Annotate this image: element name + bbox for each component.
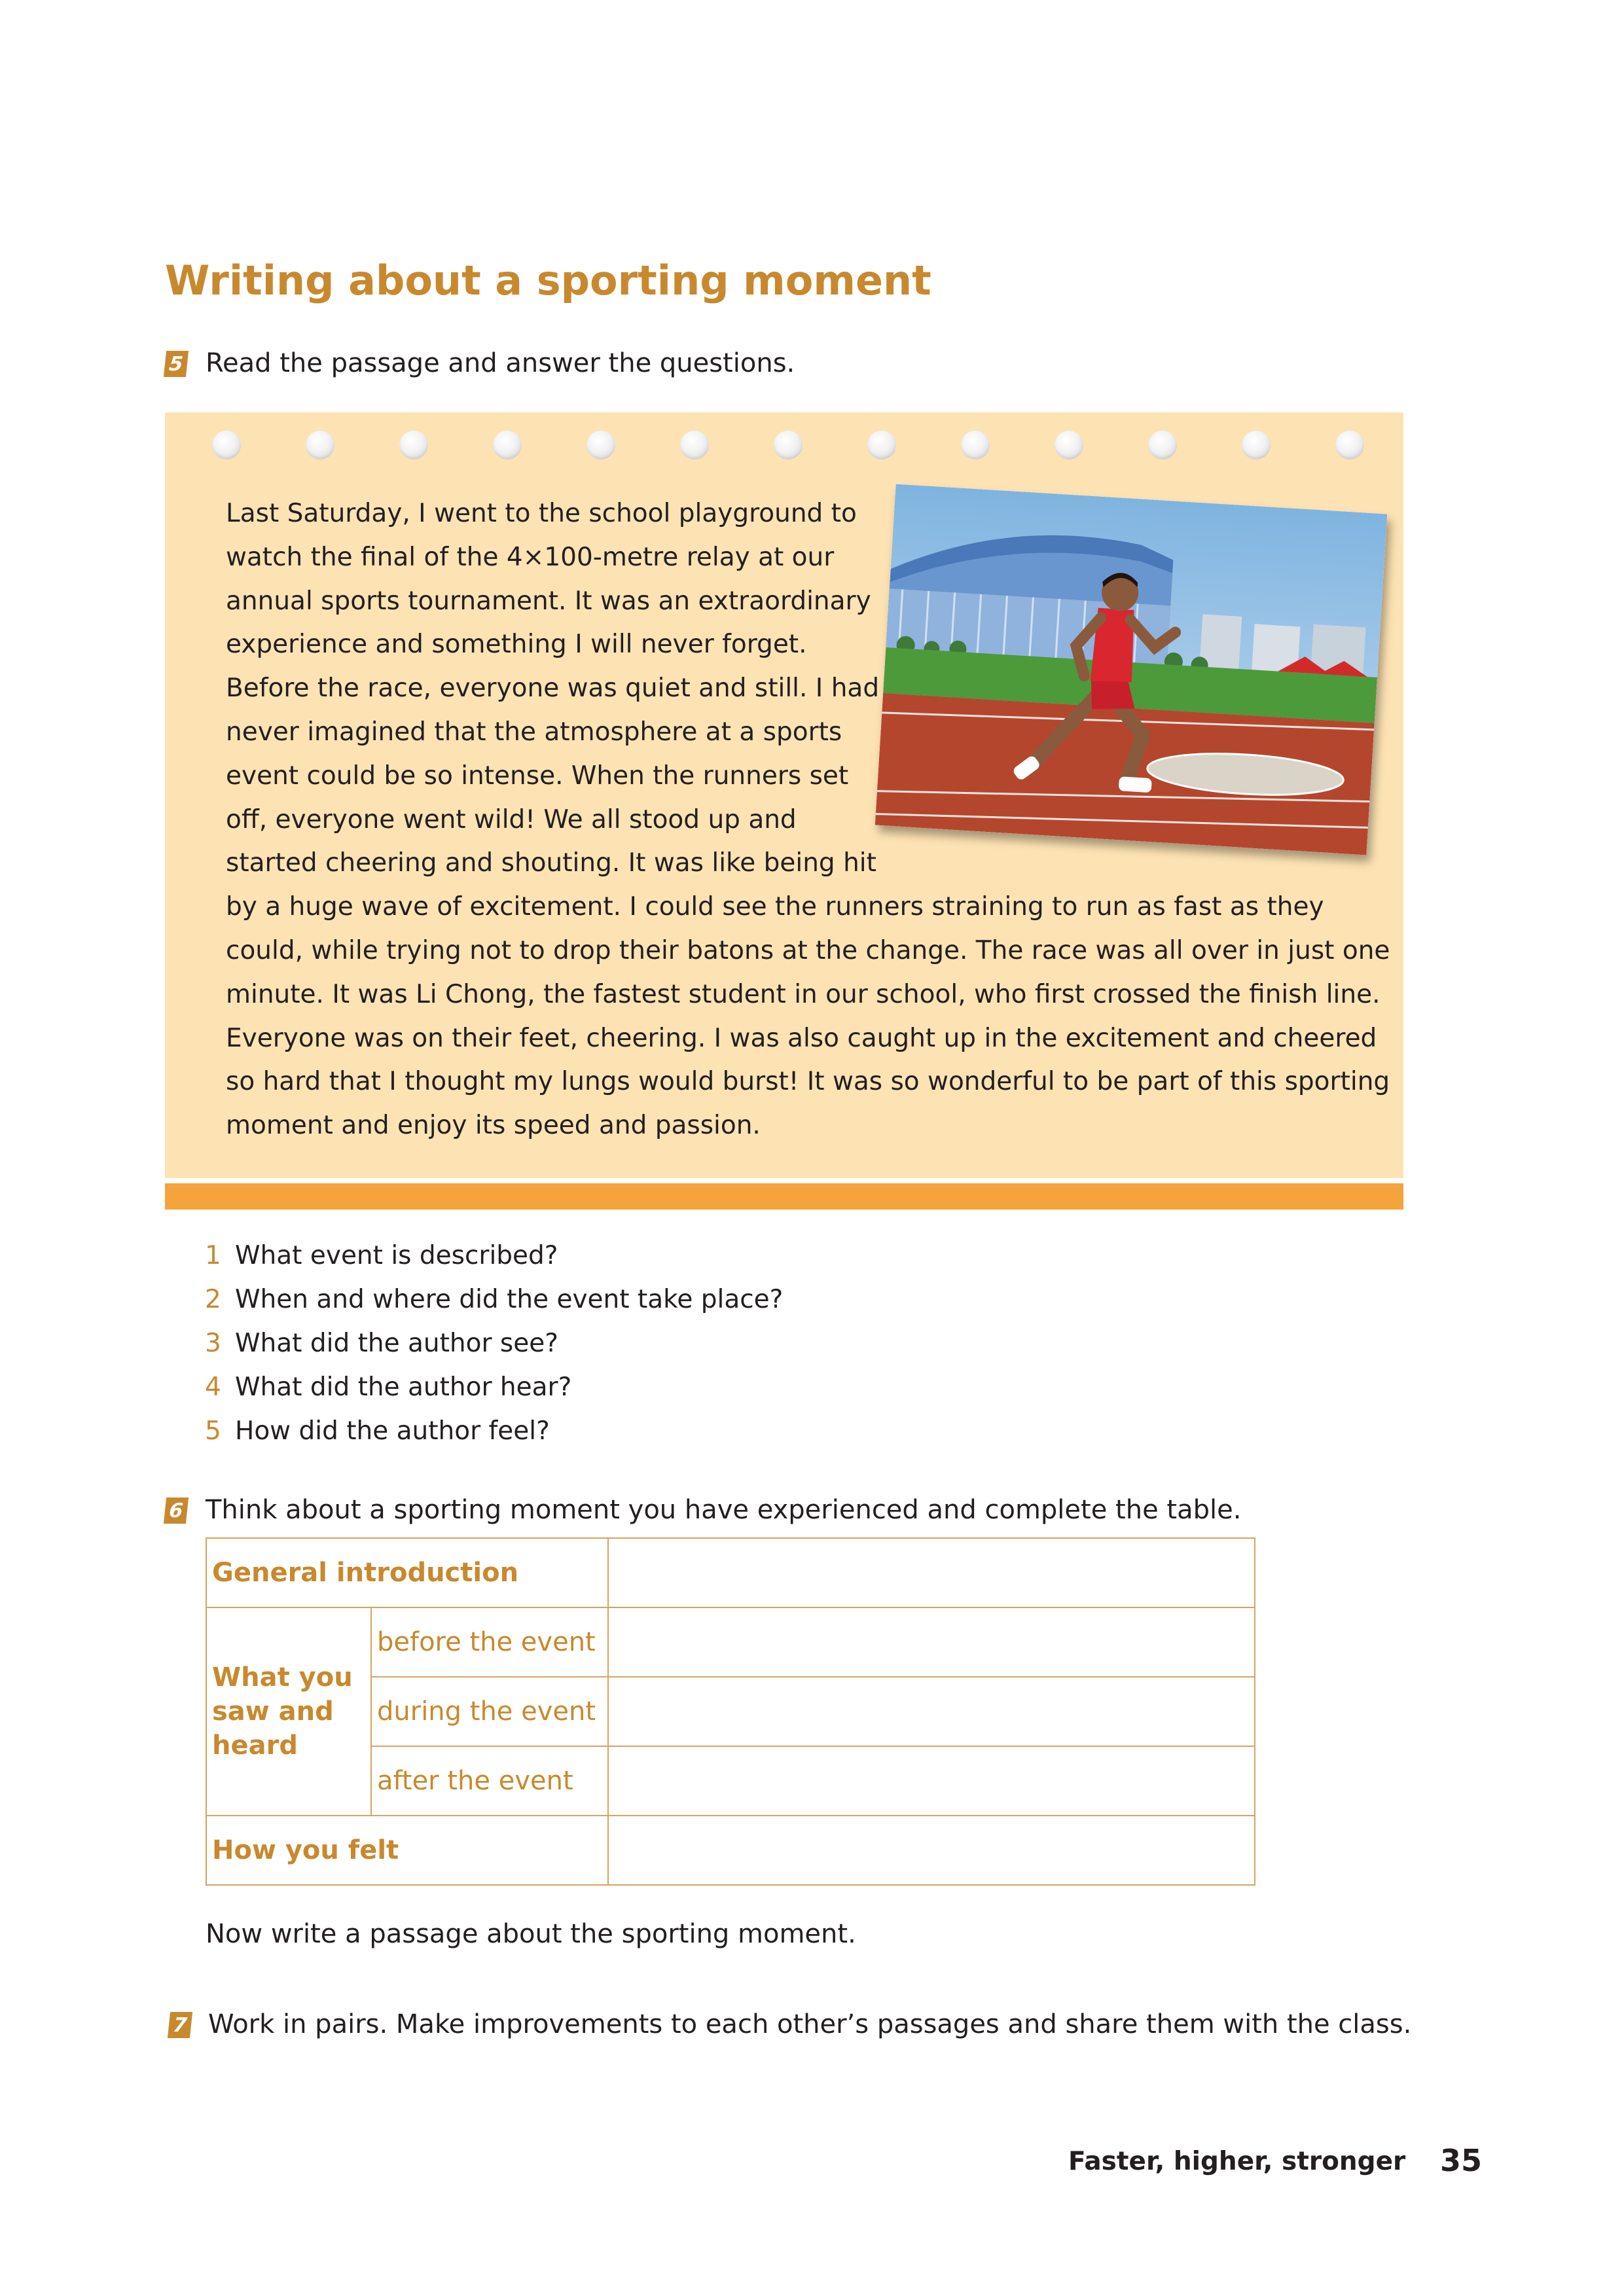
passage-line: so hard that I thought my lungs would burst! It was so wonderful to be part of this sporting [226, 1067, 1390, 1097]
table-answer-cell[interactable] [608, 1746, 1255, 1816]
question-number: 4 [205, 1372, 221, 1402]
passage-line: event could be so intense. When the runners set [226, 761, 849, 791]
table-answer-cell[interactable] [608, 1677, 1255, 1746]
binder-hole-icon [1242, 431, 1271, 459]
task-6-badge: 6 [164, 1498, 189, 1524]
passage-line: never imagined that the atmosphere at a sports [226, 717, 842, 747]
page-number: 35 [1440, 2143, 1483, 2178]
table-cell-before: before the event [371, 1607, 608, 1677]
binder-hole-icon [774, 431, 803, 459]
passage-line: off, everyone went wild! We all stood up and [226, 804, 797, 834]
question-text: What event is described? [235, 1241, 558, 1270]
task-5-instruction: Read the passage and answer the questions. [206, 348, 795, 378]
passage-line: Last Saturday, I went to the school playground to [226, 499, 857, 528]
binder-hole-icon [680, 431, 709, 459]
table-answer-cell[interactable] [608, 1538, 1255, 1607]
question-item [205, 1329, 558, 1358]
binder-hole-icon [1335, 431, 1364, 459]
question-number: 2 [205, 1285, 221, 1314]
table-cell-general-introduction: General introduction [206, 1538, 608, 1607]
binder-hole-icon [961, 431, 990, 459]
section-title: Writing about a sporting moment [165, 257, 931, 304]
binder-hole-icon [586, 431, 615, 459]
question-item [205, 1416, 550, 1446]
binder-hole-icon [306, 431, 334, 459]
binder-hole-icon [493, 431, 522, 459]
write-prompt: Now write a passage about the sporting moment. [206, 1919, 856, 1949]
table-answer-cell[interactable] [608, 1816, 1255, 1885]
table-answer-cell[interactable] [608, 1607, 1255, 1677]
binder-hole-icon [1148, 431, 1177, 459]
question-number: 3 [205, 1329, 221, 1358]
passage-line: Before the race, everyone was quiet and still. I had [226, 673, 880, 704]
binder-hole-icon [867, 431, 896, 459]
question-text: What did the author see? [235, 1329, 558, 1358]
task-5-badge: 5 [164, 351, 189, 377]
passage-line: moment and enjoy its speed and passion. [226, 1111, 761, 1141]
reading-passage [226, 492, 1388, 1148]
footer-unit-title: Faster, higher, stronger [1068, 2147, 1406, 2176]
table-cell-after: after the event [371, 1746, 608, 1816]
passage-card-bar [165, 1183, 1403, 1210]
binder-hole-icon [399, 431, 428, 459]
binder-hole-icon [212, 431, 241, 459]
table-cell-what-you-saw-label: What you saw and heard [212, 1662, 353, 1761]
question-item [205, 1372, 571, 1402]
passage-line: could, while trying not to drop their batons at the change. The race was all over in just one [226, 935, 1390, 965]
task-7-badge: 7 [168, 2012, 192, 2038]
planning-table [206, 1537, 1255, 1886]
binder-hole-icon [1055, 431, 1083, 459]
table-cell-what-you-saw [206, 1607, 371, 1816]
table-cell-how-you-felt: How you felt [206, 1816, 608, 1885]
passage-line: by a huge wave of excitement. I could see the runners straining to run as fast as they [226, 892, 1324, 922]
question-number: 1 [205, 1241, 221, 1270]
task-6-instruction: Think about a sporting moment you have experienced and complete the table. [206, 1495, 1242, 1525]
question-text: What did the author hear? [235, 1372, 572, 1402]
question-number: 5 [205, 1416, 221, 1446]
passage-line: minute. It was Li Chong, the fastest student in our school, who first crossed the finish line. [226, 979, 1380, 1009]
question-text: When and where did the event take place? [235, 1285, 784, 1314]
passage-line: watch the final of the 4×100-metre relay at our [226, 542, 835, 572]
table-cell-during: during the event [371, 1677, 608, 1746]
question-text: How did the author feel? [235, 1416, 550, 1446]
question-item [205, 1285, 783, 1314]
passage-line: started cheering and shouting. It was like being hit [226, 848, 876, 878]
passage-line: Everyone was on their feet, cheering. I was also caught up in the excitement and cheered [226, 1023, 1377, 1053]
passage-line: experience and something I will never forget. [226, 630, 807, 660]
task-7-instruction: Work in pairs. Make improvements to each other’s passages and share them with the class. [208, 2009, 1412, 2039]
passage-line: annual sports tournament. It was an extraordinary [226, 586, 871, 616]
question-item [205, 1241, 558, 1270]
